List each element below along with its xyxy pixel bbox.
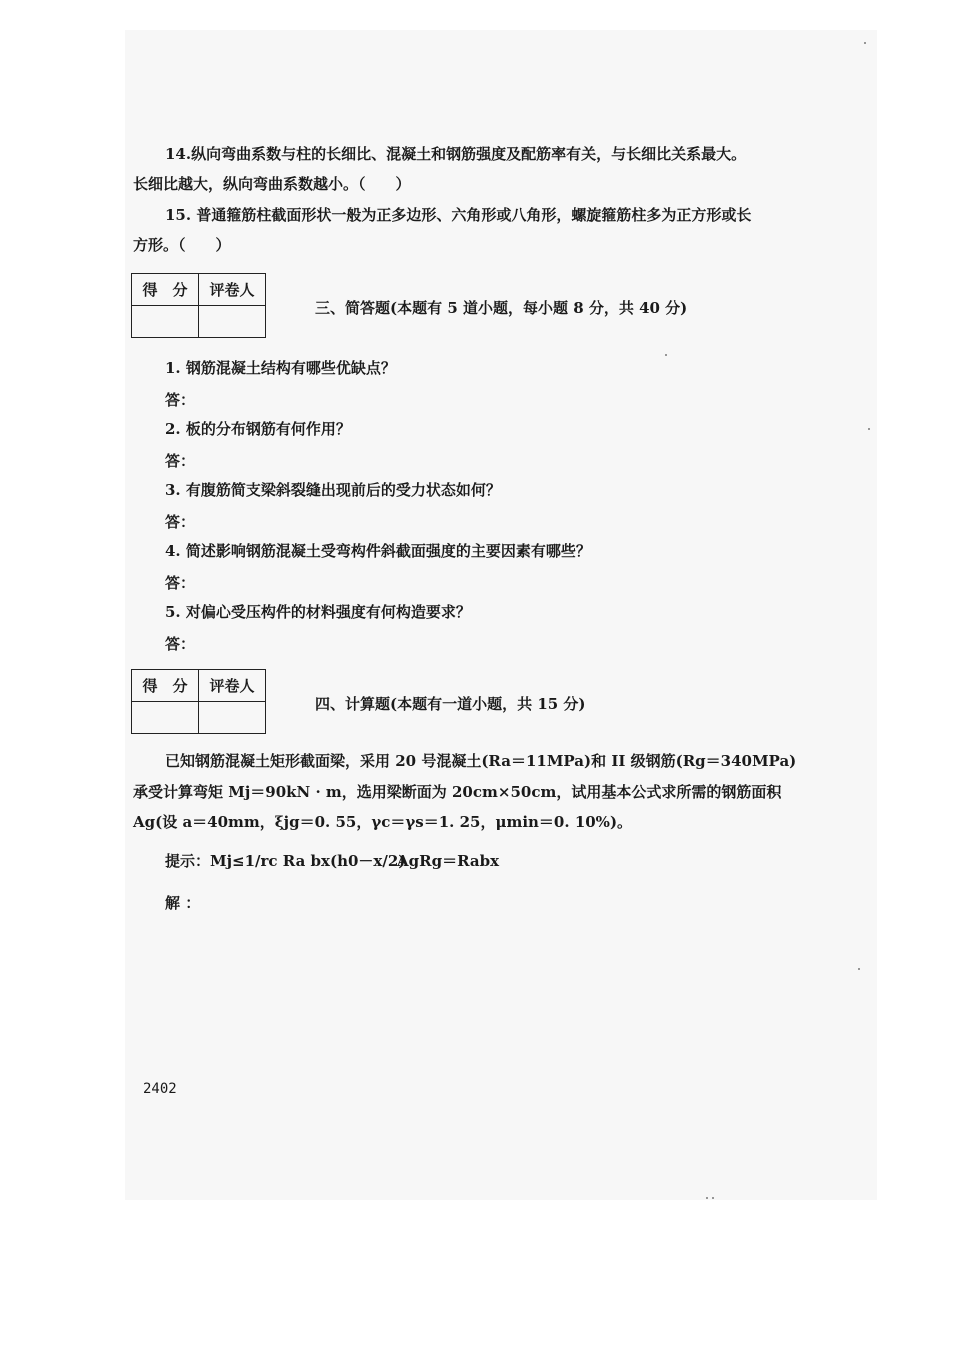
hint-label: 提示： [165,852,211,870]
scan-speck [712,1197,714,1199]
section3-title: 三、简答题(本题有 5 道小题，每小题 8 分，共 40 分) [315,299,688,317]
section4-title: 四、计算题(本题有一道小题，共 15 分) [315,695,586,713]
short-question-5: 5. 对偏心受压构件的材料强度有何构造要求？ [165,603,471,621]
problem-line3: Ag(设 a＝40mm，ξjg＝0. 55，γc＝γs＝1. 25，μmin＝0. 10%)。 [133,813,633,831]
short-question-3: 3. 有腹筋简支梁斜裂缝出现前后的受力状态如何？ [165,481,501,499]
scan-speck [868,428,870,430]
score-box-section3 [131,273,266,338]
grader-label: 评卷人 [199,274,266,306]
score-label: 得 分 [132,274,199,306]
grader-cell[interactable] [199,702,266,734]
question-14-line2: 长细比越大，纵向弯曲系数越小。（ ） [133,175,411,193]
grader-label: 评卷人 [199,670,266,702]
problem-line2: 承受计算弯矩 Mj＝90kN · m，选用梁断面为 20cm×50cm，试用基本公式求所需的钢筋面积 [133,783,782,801]
scan-speck [864,42,866,44]
score-label: 得 分 [132,670,199,702]
grader-cell[interactable] [199,306,266,338]
question-15-line1: 15. 普通箍筋柱截面形状一般为正多边形、六角形或八角形，螺旋箍筋柱多为正方形或长 [165,206,752,224]
scan-speck [665,354,667,356]
short-question-4: 4. 简述影响钢筋混凝土受弯构件斜截面强度的主要因素有哪些？ [165,542,591,560]
question-15-line2: 方形。（ ） [133,236,231,254]
scan-speck [858,968,860,970]
hint-formula-1: Mj≤1/rc Ra bx(h0－x/2) [210,852,406,870]
score-box-section4 [131,669,266,734]
solution-label: 解 ： [165,894,201,912]
answer-label-4: 答： [165,574,196,592]
hint-formula-2: AgRg＝Rabx [397,852,500,870]
hint-line [165,846,405,876]
answer-label-2: 答： [165,452,196,470]
problem-line1: 已知钢筋混凝土矩形截面梁，采用 20 号混凝土(Ra＝11MPa)和 II 级钢筋(Rg＝340MPa) [165,752,797,770]
answer-label-3: 答： [165,513,196,531]
answer-label-5: 答： [165,635,196,653]
short-question-1: 1. 钢筋混凝土结构有哪些优缺点？ [165,359,396,377]
score-cell[interactable] [132,306,199,338]
score-cell[interactable] [132,702,199,734]
question-14-line1: 14.纵向弯曲系数与柱的长细比、混凝土和钢筋强度及配筋率有关，与长细比关系最大。 [165,145,747,163]
page-number: 2402 [143,1081,177,1097]
short-question-2: 2. 板的分布钢筋有何作用？ [165,420,351,438]
scan-speck [706,1197,708,1199]
answer-label-1: 答： [165,391,196,409]
